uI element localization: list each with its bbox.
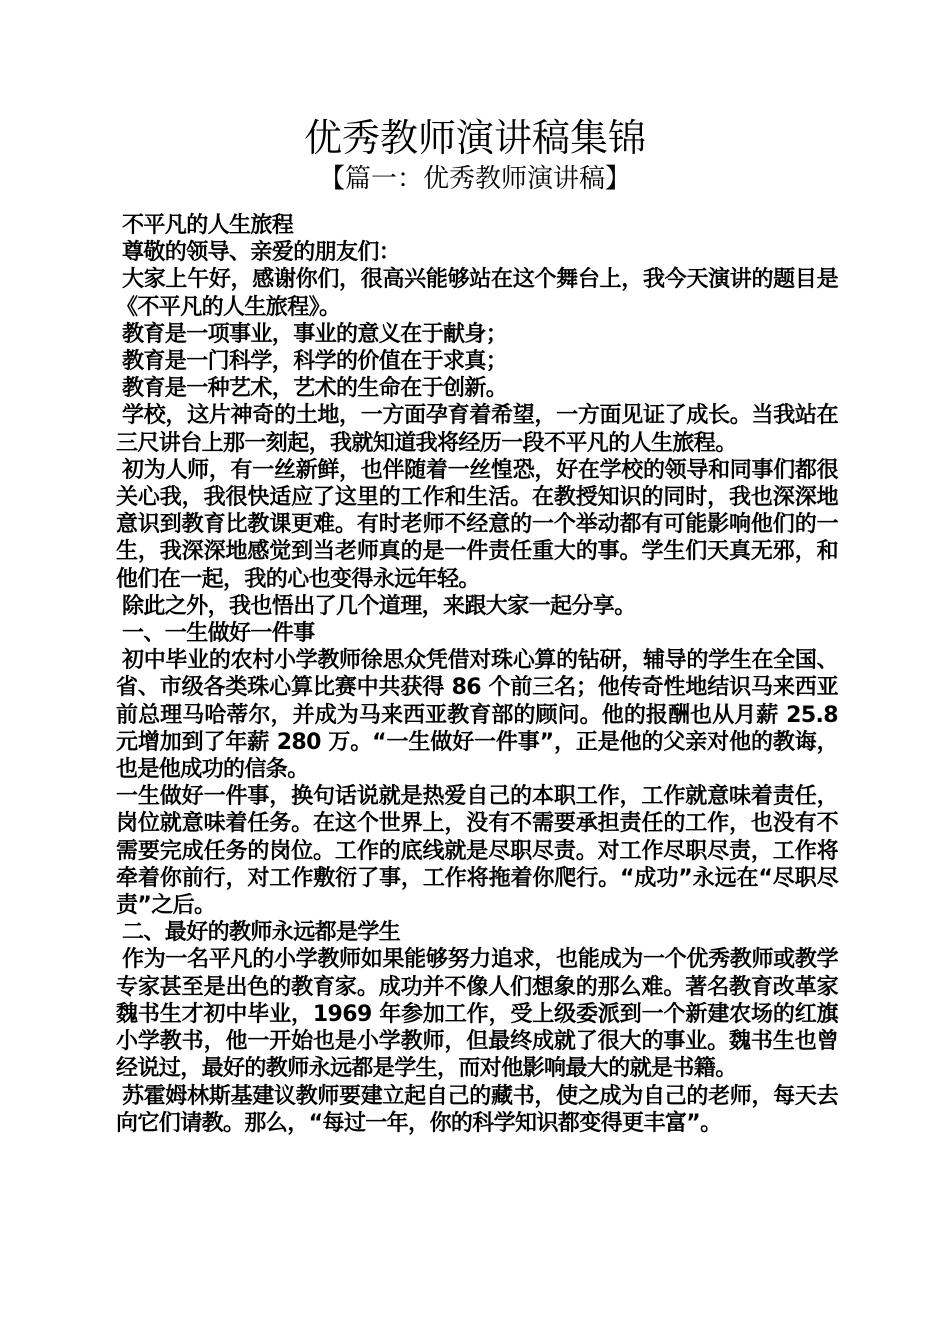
- paragraph: 大家上午好，感谢你们，很高兴能够站在这个舞台上，我今天演讲的题目是《不平凡的人生旅程》。: [116, 267, 838, 320]
- paragraph: 教育是一种艺术，艺术的生命在于创新。: [122, 376, 508, 402]
- paragraph: 除此之外，我也悟出了几个道理，来跟大家一起分享。: [122, 593, 636, 619]
- paragraph: 学校，这片神奇的土地，一方面孕育着希望，一方面见证了成长。当我站在三尺讲台上那一刻起，我就知道我将经历一段不平凡的人生旅程。: [116, 403, 838, 456]
- paragraph: 教育是一门科学，科学的价值在于求真；: [122, 349, 508, 375]
- paragraph: 初中毕业的农村小学教师徐思众凭借对珠心算的钻研，辅导的学生在全国、省、市级各类珠心算比赛中共获得 86 个前三名；他传奇性地结识马来西亚前总理马哈蒂尔，并成为马来西亚教育部的顾问。他的报酬也从月薪 25.8 元增加到了年薪 280 万。“一生做好一件事”，正是他的父亲对他的教诲，也是他成功的信条。: [116, 648, 838, 783]
- paragraph: 初为人师，有一丝新鲜，也伴随着一丝惶恐，好在学校的领导和同事们都很关心我，我很快适应了这里的工作和生活。在教授知识的同时，我也深深地意识到教育比教课更难。有时老师不经意的一个举动都有可能影响他们的一生，我深深地感觉到当老师真的是一件责任重大的事。学生们天真无邪，和他们在一起，我的心也变得永远年轻。: [116, 457, 838, 592]
- document-body: [116, 212, 838, 1137]
- paragraph: 作为一名平凡的小学教师如果能够努力追求，也能成为一个优秀教师或教学专家甚至是出色的教育家。成功并不像人们想象的那么难。著名教育改革家魏书生才初中毕业，1969 年参加工作，受上级委派到一个新建农场的红旗小学教书，他一开始也是小学教师，但最终成就了很大的事业。魏书生也曾经说过，最好的教师永远都是学生，而对他影响最大的就是书籍。: [116, 947, 838, 1082]
- speech-title: 不平凡的人生旅程: [122, 213, 294, 238]
- paragraph: 教育是一项事业，事业的意义在于献身；: [122, 321, 508, 347]
- paragraph: 一生做好一件事，换句话说就是热爱自己的本职工作，工作就意味着责任，岗位就意味着任务。在这个世界上，没有不需要承担责任的工作，也没有不需要完成任务的岗位。工作的底线就是尽职尽责。对工作尽职尽责，工作将牵着你前行，对工作敷衍了事，工作将拖着你爬行。“成功”永远在“尽职尽责”之后。: [116, 784, 838, 919]
- document-title: 优秀教师演讲稿集锦: [303, 116, 646, 160]
- section-heading: 二、最好的教师永远都是学生: [122, 920, 401, 946]
- section-heading: 一、一生做好一件事: [122, 621, 315, 647]
- document-subtitle: 【篇一：优秀教师演讲稿】: [318, 164, 631, 194]
- paragraph: 苏霍姆林斯基建议教师要建立起自己的藏书，使之成为自己的老师，每天去向它们请教。那么，“每过一年，你的科学知识都变得更丰富”。: [116, 1083, 838, 1136]
- salutation: 尊敬的领导、亲爱的朋友们：: [122, 240, 401, 266]
